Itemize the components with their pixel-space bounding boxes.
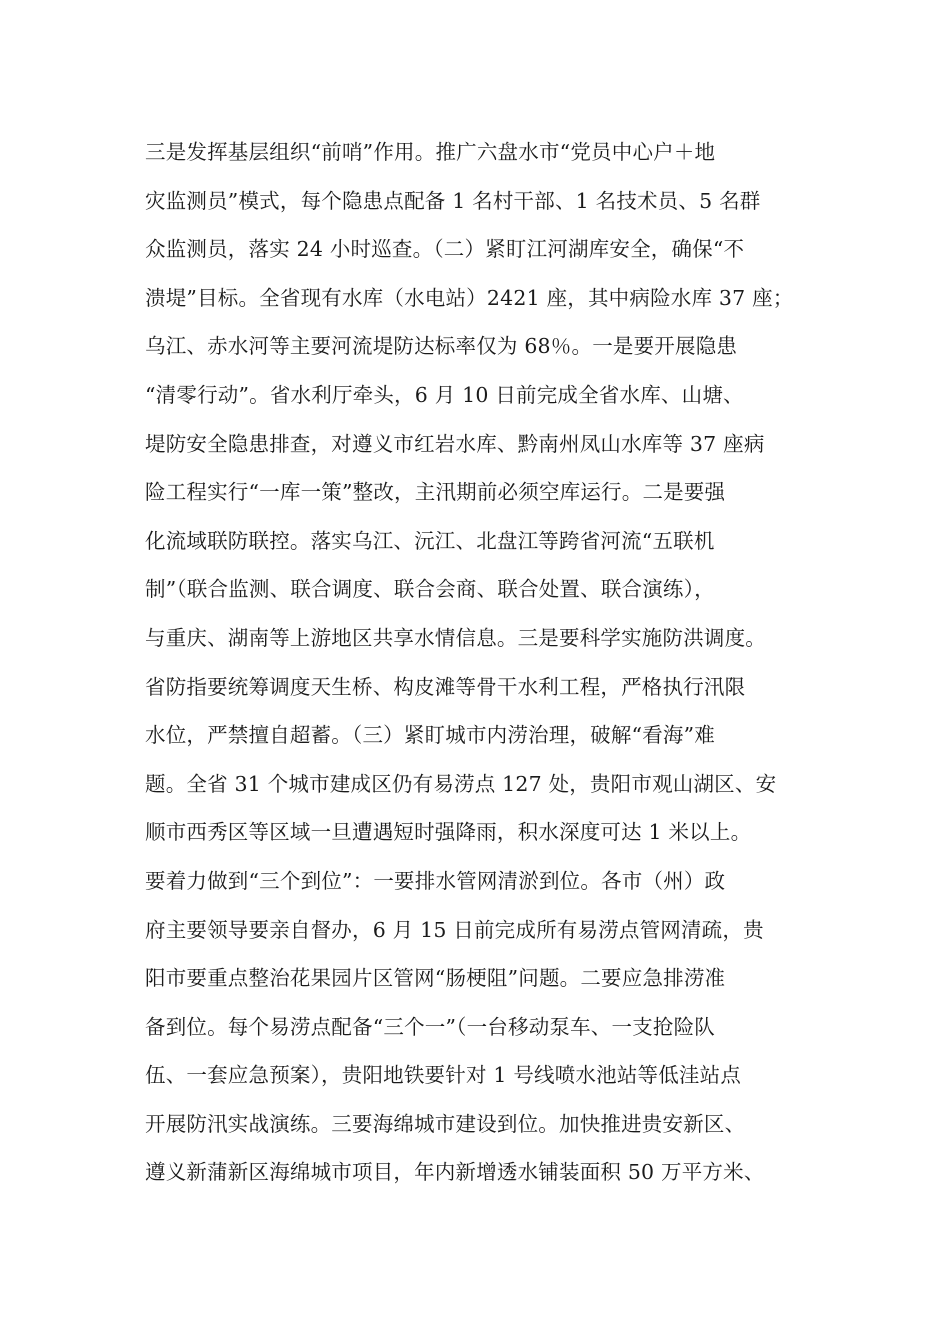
text-line: 遵义新蒲新区海绵城市项目，年内新增透水铺装面积 50 万平方米、 bbox=[145, 1160, 765, 1185]
text-line: 化流域联防联控。落实乌江、沅江、北盘江等跨省河流“五联机 bbox=[145, 528, 715, 553]
text-line: 府主要领导要亲自督办，6 月 15 日前完成所有易涝点管网清疏，贵 bbox=[145, 917, 764, 942]
text-line: 三是发挥基层组织“前哨”作用。推广六盘水市“党员中心户＋地 bbox=[145, 140, 716, 164]
text-line: 众监测员，落实 24 小时巡查。（二）紧盯江河湖库安全，确保“不 bbox=[145, 237, 745, 262]
text-line: 顺市西秀区等区域一旦遭遇短时强降雨，积水深度可达 1 米以上。 bbox=[145, 820, 752, 845]
text-line: 堤防安全隐患排查，对遵义市红岩水库、黔南州凤山水库等 37 座病 bbox=[145, 431, 765, 456]
text-line: “清零行动”。省水利厅牵头，6 月 10 日前完成全省水库、山塘、 bbox=[145, 382, 744, 407]
body-text bbox=[145, 128, 845, 1197]
text-line: 乌江、赤水河等主要河流堤防达标率仅为 68％。一是要开展隐患 bbox=[145, 334, 738, 359]
text-line: 要着力做到“三个到位”：一要排水管网清淤到位。各市（州）政 bbox=[145, 868, 726, 893]
text-line: 灾监测员”模式，每个隐患点配备 1 名村干部、1 名技术员、5 名群 bbox=[145, 188, 761, 213]
text-line: 险工程实行“一库一策”整改，主汛期前必须空库运行。二是要强 bbox=[145, 480, 726, 505]
text-line: 制”（联合监测、联合调度、联合会商、联合处置、联合演练）， bbox=[145, 577, 715, 602]
text-line: 阳市要重点整治花果园片区管网“肠梗阻”问题。二要应急排涝准 bbox=[145, 966, 726, 991]
text-line: 省防指要统筹调度天生桥、构皮滩等骨干水利工程，严格执行汛限 bbox=[145, 674, 746, 699]
text-line: 开展防汛实战演练。三要海绵城市建设到位。加快推进贵安新区、 bbox=[145, 1111, 746, 1136]
text-line: 伍、一套应急预案），贵阳地铁要针对 1 号线喷水池站等低洼站点 bbox=[145, 1063, 742, 1088]
text-line: 溃堤”目标。全省现有水库（水电站）2421 座，其中病险水库 37 座； bbox=[145, 285, 794, 310]
text-line: 题。全省 31 个城市建成区仍有易涝点 127 处，贵阳市观山湖区、安 bbox=[145, 771, 777, 796]
text-line: 备到位。每个易涝点配备“三个一”（一台移动泵车、一支抢险队 bbox=[145, 1014, 716, 1039]
text-line: 水位，严禁擅自超蓄。（三）紧盯城市内涝治理，破解“看海”难 bbox=[145, 723, 716, 748]
text-line: 与重庆、湖南等上游地区共享水情信息。三是要科学实施防洪调度。 bbox=[145, 625, 766, 650]
